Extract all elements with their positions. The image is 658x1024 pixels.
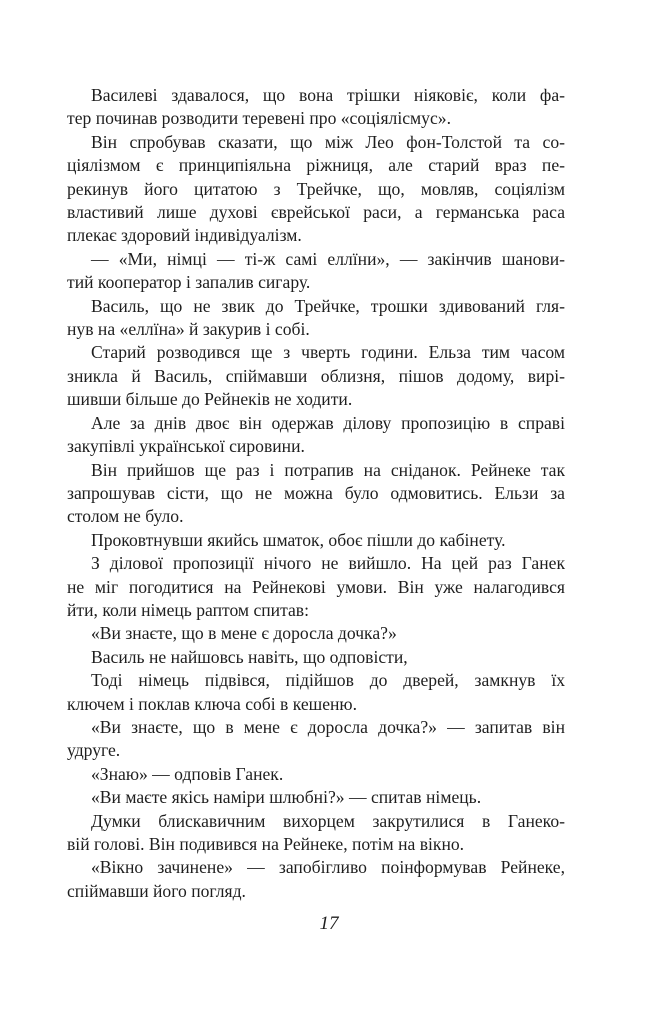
paragraph [67, 856, 565, 903]
text-line: плекає здоровий індивідуалізм. [67, 225, 302, 246]
paragraph [91, 529, 565, 552]
paragraph [91, 786, 565, 809]
text-line: йти, коли німець раптом спитав: [67, 599, 309, 620]
text-line: ключем і поклав ключа собі в кешеню. [67, 693, 357, 714]
text-line: «Знаю» — одповів Ганек. [91, 763, 284, 784]
paragraph [67, 131, 565, 248]
paragraph [67, 248, 565, 295]
paragraph [91, 763, 565, 786]
paragraph [67, 669, 565, 716]
text-line: Він прийшов ще раз і потрапив на сніданок. Рейнеке так [91, 459, 565, 480]
text-line: Думки блискавичним вихорцем закрутилися в Ганеко- [91, 810, 565, 831]
text-line: зникла й Василь, спіймавши облизня, пішов додому, вирі- [67, 365, 565, 386]
text-line: Проковтнувши якийсь шматок, обоє пішли до кабінету. [91, 529, 506, 550]
text-line: ціялізмом є принципіяльна ріжниця, але старий враз пе- [67, 155, 565, 176]
text-line: закупівлі української сировини. [67, 436, 305, 457]
paragraph [91, 622, 565, 645]
paragraph [67, 810, 565, 857]
text-line: «Ви маєте якісь наміри шлюбні?» — спитав німець. [91, 787, 482, 808]
text-line: «Ви знаєте, що в мене є доросла дочка?» — запитав він [91, 716, 565, 737]
text-line: тер починав розводити теревені про «соціялісмус». [67, 108, 451, 129]
paragraph [67, 459, 565, 529]
text-line: нув на «еллїна» й закурив і собі. [67, 319, 310, 340]
paragraph [67, 716, 565, 763]
paragraph [67, 341, 565, 411]
text-line: не міг погодитися на Рейнекові умови. Він уже налагодився [67, 576, 565, 597]
body-text [67, 84, 565, 903]
text-line: шивши більше до Рейнеків не ходити. [67, 389, 353, 410]
text-line: — «Ми, німці — ті-ж самі еллїни», — закінчив шанови- [91, 248, 565, 269]
text-line: удруге. [67, 740, 121, 761]
paragraph [67, 552, 565, 622]
paragraph [67, 412, 565, 459]
text-line: З ділової пропозиції нічого не вийшло. На цей раз Ганек [91, 553, 565, 574]
text-line: запрошував сісти, що не можна було одмовитись. Ельзи за [67, 482, 565, 503]
text-line: вій голові. Він подивився на Рейнеке, потім на вікно. [67, 834, 465, 854]
page-number: 17 [319, 913, 339, 934]
text-line: Він спробував сказати, що між Лео фон-Толстой та со- [91, 131, 565, 152]
paragraph [67, 295, 565, 342]
text-line: столом не було. [67, 506, 184, 527]
text-line: властивий лише духові єврейської раси, а германська раса [67, 202, 565, 223]
text-line: Василь не найшовсь навіть, що одповісти, [91, 646, 408, 667]
text-line: тий кооператор і запалив сигару. [67, 272, 311, 293]
text-line: рекинув його цитатою з Трейчке, що, мовляв, соціялізм [67, 178, 565, 199]
text-line: «Вікно зачинене» — запобігливо поінформував Рейнеке, [91, 857, 565, 878]
paragraph [91, 646, 565, 669]
text-line: «Ви знаєте, що в мене є доросла дочка?» [91, 623, 397, 644]
text-line: Старий розводився ще з чверть години. Ельза тим часом [91, 342, 565, 363]
text-line: спіймавши його погляд. [67, 880, 246, 901]
text-line: Василь, що не звик до Трейчке, трошки здивований гля- [91, 295, 565, 316]
text-line: Але за днів двоє він одержав ділову пропозицію в справі [91, 412, 565, 433]
paragraph [67, 84, 565, 131]
text-line: Тоді німець підвівся, підійшов до дверей, замкнув їх [91, 670, 565, 691]
text-line: Василеві здавалося, що вона трішки ніяковіє, коли фа- [91, 85, 565, 105]
